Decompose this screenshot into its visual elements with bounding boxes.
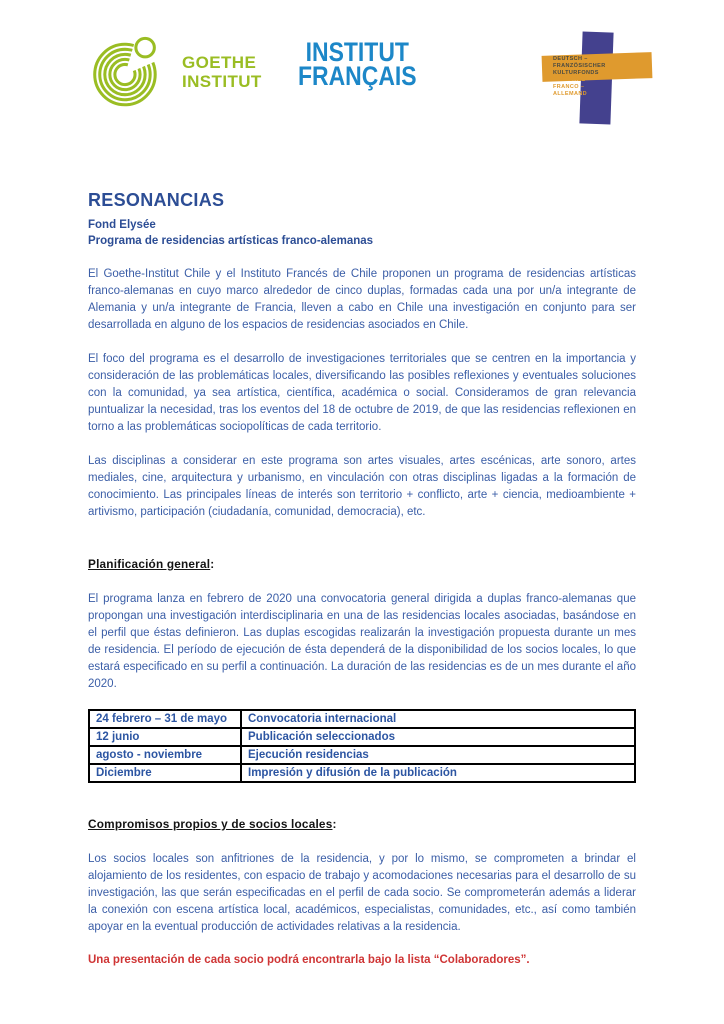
schedule-date-cell: agosto - noviembre <box>89 746 241 764</box>
schedule-event-cell: Impresión y difusión de la publicación <box>241 764 635 782</box>
document-content <box>88 28 636 966</box>
intro-paragraph-1: El Goethe-Institut Chile y el Instituto Francés de Chile proponen un programa de residencias artísticas franco-alemanas en cuyo marco alrededor de cinco duplas, formadas cada una por un/a integrante de Alemania y un/a integrante de Francia, lleven a cabo en Chile una investigación en conjunto para ser desarrollada en alguno de los espacios de residencias asociados en Chile. <box>88 268 636 331</box>
fonds-wordmark-line: FRANCO – <box>553 84 585 90</box>
institut-francais-logo <box>298 37 417 91</box>
subtitle-program: Programa de residencias artísticas franco-alemanas <box>88 235 374 247</box>
fonds-wordmark-line: ALLEMAND <box>553 91 588 97</box>
page-title: RESONANCIAS <box>88 190 225 210</box>
subtitle-fond-elysee: Fond Elysée <box>88 219 156 231</box>
intro-paragraph-2: El foco del programa es el desarrollo de investigaciones territoriales que se centren en la importancia y consideración de las problemáticas locales, diversificando las posibles reflexiones y eventuales soluciones con la comunidad, ya sea artística, científica, académica o social. Consideramos de gran relevancia puntualizar la necesidad, tras los eventos del 18 de octubre de 2019, de que las residencias reflexionen en torno a las problemáticas sociopolíticas de cada territorio. <box>88 353 636 433</box>
institut-francais-line1: INSTITUT <box>305 37 409 67</box>
intro-paragraph-3: Las disciplinas a considerar en este programa son artes visuales, artes escénicas, arte sonoro, artes mediales, cine, arquitectura y urbanismo, en vinculación con otras disciplinas ligadas a la formación de conocimiento. Las principales líneas de interés son territorio + conflicto, arte + ciencia, medioambiente + artivismo, participación (ciudadanía, comunidad, democracia), etc. <box>88 455 636 518</box>
schedule-event-cell: Ejecución residencias <box>241 746 635 764</box>
section-heading-planificacion-text: Planificación general <box>88 557 211 571</box>
schedule-date-cell: 24 febrero – 31 de mayo <box>89 710 241 728</box>
schedule-date-cell: 12 junio <box>89 728 241 746</box>
institut-francais-line2: FRANÇAIS <box>298 61 417 91</box>
schedule-date-cell: Diciembre <box>89 764 241 782</box>
goethe-circles-icon <box>88 30 172 114</box>
section-heading-compromisos-text: Compromisos propios y de socios locales <box>88 817 333 831</box>
table-row <box>89 728 635 746</box>
schedule-event-cell: Convocatoria internacional <box>241 710 635 728</box>
schedule-event-cell: Publicación seleccionados <box>241 728 635 746</box>
schedule-table <box>88 709 636 783</box>
table-row <box>89 710 635 728</box>
fonds-wordmark-line: DEUTSCH – <box>553 56 588 62</box>
fonds-wordmark-line: KULTURFONDS <box>553 70 599 76</box>
heading-colon: : <box>332 817 337 831</box>
section-heading-compromisos <box>88 817 636 831</box>
table-row <box>89 764 635 782</box>
fonds-culturel-logo <box>536 24 658 150</box>
table-row <box>89 746 635 764</box>
fonds-logo-wordmark <box>553 56 606 98</box>
planificacion-paragraph: El programa lanza en febrero de 2020 una convocatoria general dirigida a duplas franco-alemanas que propongan una investigación interdisciplinaria en una de las residencias locales asociadas, basándose en el perfil que éstas definieron. Las duplas escogidas realizarán la investigación propuesta durante un mes de residencia. El período de ejecución de ésta dependerá de la disponibilidad de los socios locales, lo que estará especificado en su perfil a continuación. La duración de las residencias es de un mes durante el año 2020. <box>88 593 636 690</box>
compromisos-paragraph: Los socios locales son anfitriones de la residencia, y por lo mismo, se comprometen a brindar el alojamiento de los residentes, con espacio de trabajo y acomodaciones necesarias para el desarrollo de su investigación, las que serán especificadas en el perfil de cada socio. Se comprometerán además a liderar la conexión con escena artística local, académicos, especialistas, comunidades, etc., así como también apoyar en la eventual producción de actividades relativas a la residencia. <box>88 853 636 933</box>
section-heading-planificacion <box>88 557 636 571</box>
goethe-institut-logo <box>88 30 262 114</box>
fonds-wordmark-line: CULTUREL <box>553 77 586 83</box>
goethe-wordmark-line2: INSTITUT <box>182 72 262 91</box>
goethe-wordmark <box>182 53 262 91</box>
logo-header <box>88 28 636 150</box>
goethe-wordmark-line1: GOETHE <box>182 53 257 72</box>
fonds-wordmark-line: FRANZÖSISCHER <box>553 63 606 69</box>
closing-note: Una presentación de cada socio podrá encontrarla bajo la lista “Colaboradores”. <box>88 954 530 966</box>
heading-colon: : <box>210 557 215 571</box>
